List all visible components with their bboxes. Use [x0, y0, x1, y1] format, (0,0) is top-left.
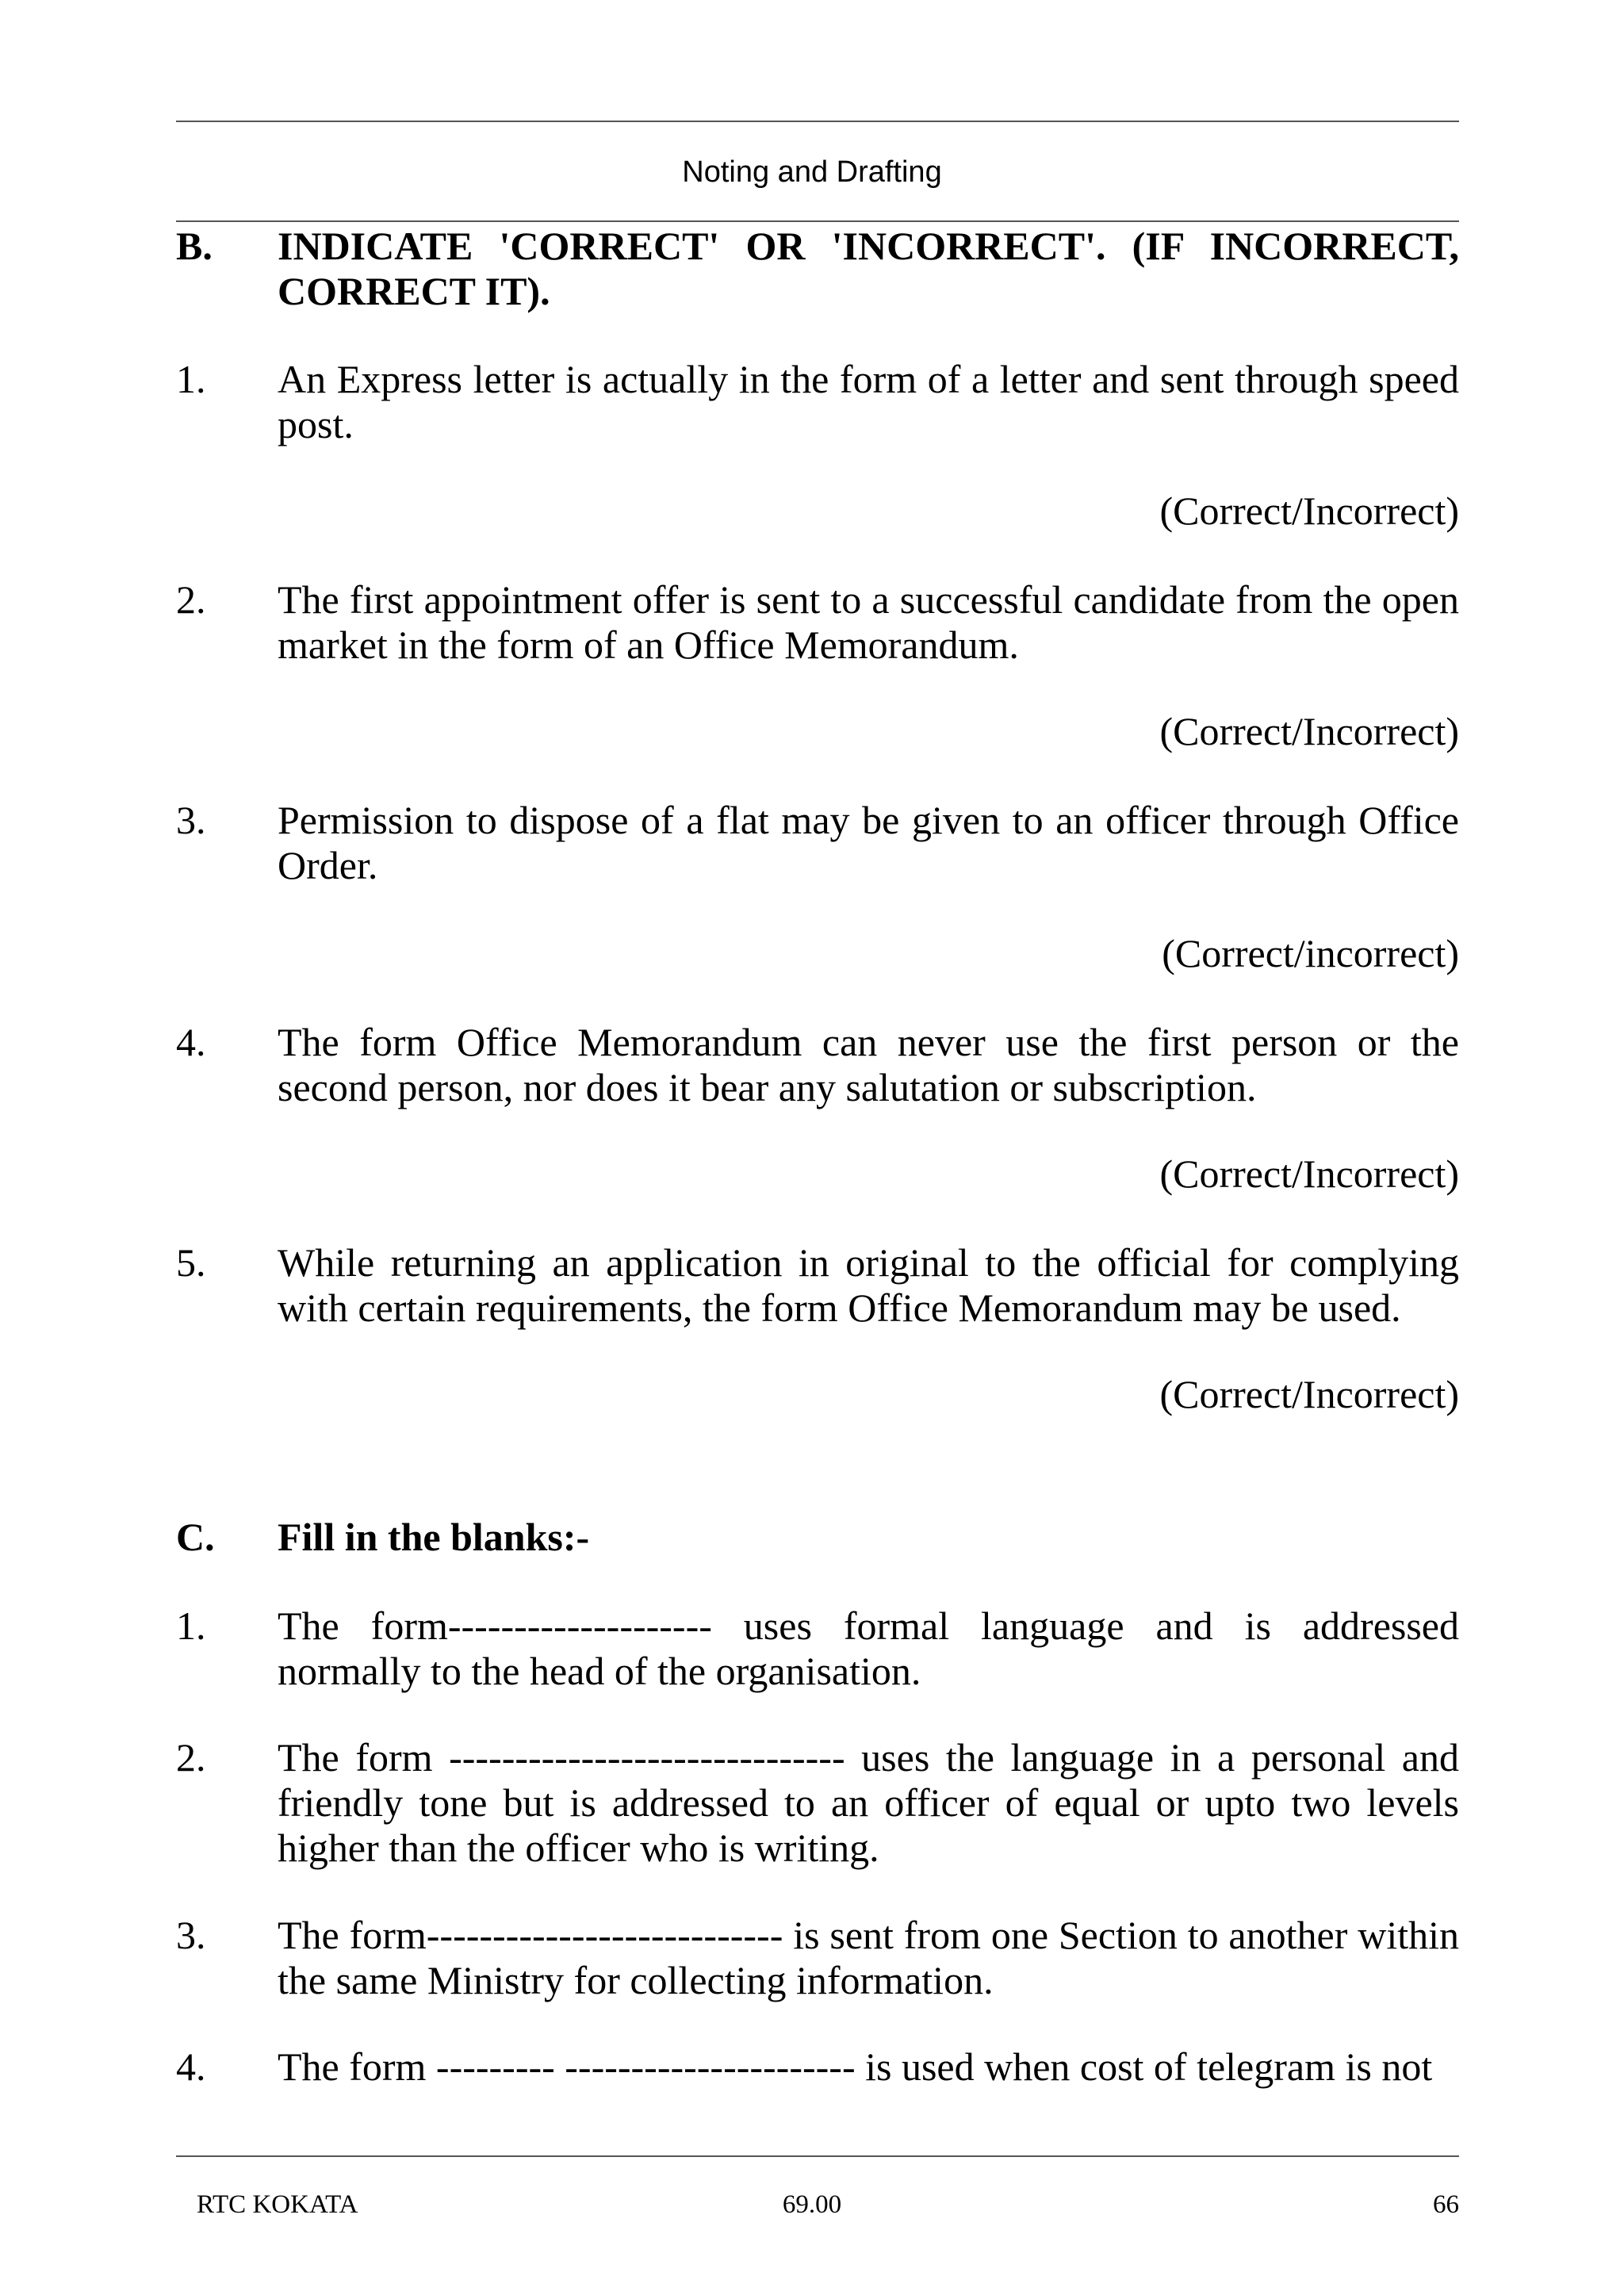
- item-number: 3.: [176, 1913, 206, 1957]
- c-item-3: [176, 1913, 1459, 2003]
- item-text: The form--------------------------- is sent from one Section to another within the same Ministry for collecting information.: [278, 1913, 1459, 2002]
- section-b-heading: [176, 224, 1459, 314]
- header-rule-top: [176, 121, 1459, 122]
- footer-rule: [176, 2155, 1459, 2157]
- item-text: The form ------------------------------ uses the language in a personal and friendly tone but is addressed to an officer of equal or upto two levels higher than the officer who is writing.: [278, 1735, 1459, 1870]
- header-rule-bottom: [176, 220, 1459, 222]
- item-text: While returning an application in original to the official for complying with certain requirements, the form Office Memorandum may be used.: [278, 1240, 1459, 1330]
- item-text: The form-------------------- uses formal language and is addressed normally to the head of the organisation.: [278, 1603, 1459, 1693]
- b-item-4: [176, 1020, 1459, 1110]
- item-number: 1.: [176, 357, 206, 401]
- page-number: 66: [1433, 2190, 1459, 2219]
- b-item-3-answer: (Correct/incorrect): [1162, 931, 1459, 975]
- item-text: Permission to dispose of a flat may be given to an officer through Office Order.: [278, 798, 1459, 887]
- item-text: The form Office Memorandum can never use the first person or the second person, nor does it bear any salutation or subscription.: [278, 1020, 1459, 1109]
- section-c-label: C.: [176, 1515, 215, 1559]
- c-item-1: [176, 1603, 1459, 1694]
- footer-institution: RTC KOKATA: [197, 2190, 358, 2219]
- item-text: The form --------- ---------------------- is used when cost of telegram is not: [278, 2044, 1433, 2089]
- b-item-1-answer: (Correct/Incorrect): [1159, 489, 1459, 533]
- footer-code: 69.00: [782, 2190, 842, 2219]
- section-c-heading: [176, 1515, 1459, 1560]
- section-c-title: Fill in the blanks:-: [278, 1515, 590, 1559]
- item-number: 2.: [176, 1735, 206, 1780]
- item-number: 5.: [176, 1240, 206, 1285]
- b-item-5: [176, 1240, 1459, 1331]
- b-item-2: [176, 577, 1459, 668]
- item-text: The first appointment offer is sent to a successful candidate from the open market in the form of an Office Memorandum.: [278, 577, 1459, 667]
- b-item-5-answer: (Correct/Incorrect): [1159, 1372, 1459, 1416]
- c-item-4: [176, 2044, 1459, 2090]
- b-item-2-answer: (Correct/Incorrect): [1159, 709, 1459, 753]
- section-b-label: B.: [176, 224, 213, 268]
- item-number: 4.: [176, 2044, 206, 2089]
- b-item-3: [176, 798, 1459, 888]
- item-text: An Express letter is actually in the form of a letter and sent through speed post.: [278, 357, 1459, 446]
- b-item-4-answer: (Correct/Incorrect): [1159, 1151, 1459, 1196]
- c-item-2: [176, 1735, 1459, 1871]
- section-b-title: INDICATE 'CORRECT' OR 'INCORRECT'. (IF INCORRECT, CORRECT IT).: [278, 224, 1459, 313]
- item-number: 1.: [176, 1603, 206, 1648]
- item-number: 3.: [176, 798, 206, 842]
- running-header: Noting and Drafting: [682, 155, 942, 189]
- b-item-1: [176, 357, 1459, 447]
- item-number: 2.: [176, 577, 206, 622]
- item-number: 4.: [176, 1020, 206, 1064]
